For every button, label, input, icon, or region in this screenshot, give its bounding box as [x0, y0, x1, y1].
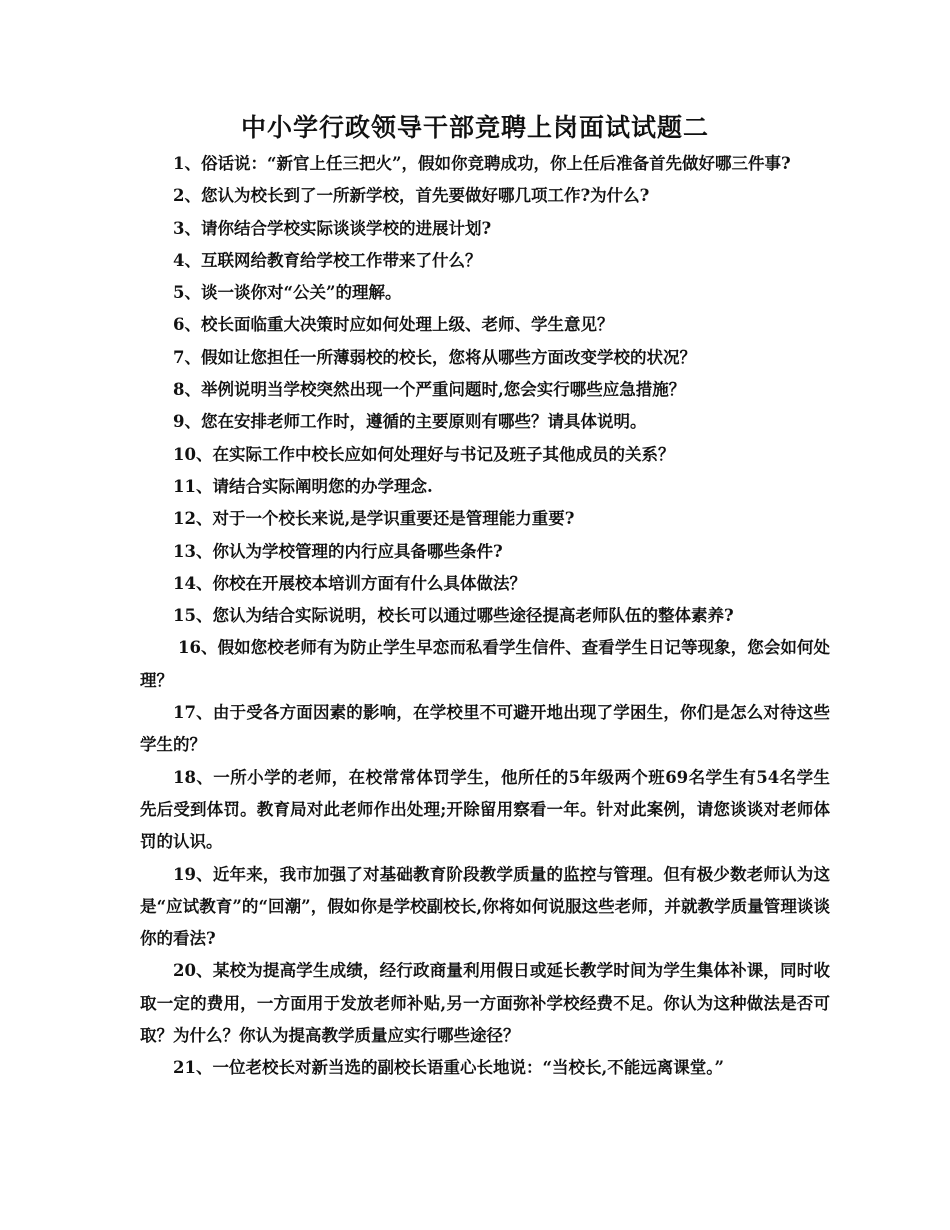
question-20: 20、某校为提高学生成绩，经行政商量利用假日或延长教学时间为学生集体补课，同时收取一定的费用，一方面用于发放老师补贴,另一方面弥补学校经费不足。你认为这种做法是否可取？为什么？你认为提高教学质量应实行哪些途径？ — [140, 961, 830, 1046]
document-title: 中小学行政领导干部竞聘上岗面试试题二 — [240, 113, 709, 142]
question-6: 6、校长面临重大决策时应如何处理上级、老师、学生意见？ — [173, 315, 614, 335]
question-7: 7、假如让您担任一所薄弱校的校长，您将从哪些方面改变学校的状况？ — [173, 347, 696, 367]
question-3: 3、请你结合学校实际谈谈学校的进展计划? — [173, 218, 492, 238]
question-2: 2、您认为校长到了一所新学校，首先要做好哪几项工作?为什么? — [173, 186, 650, 206]
question-12: 12、对于一个校长来说,是学识重要还是管理能力重要? — [173, 509, 575, 529]
question-18: 18、一所小学的老师，在校常常体罚学生，他所任的5年级两个班69名学生有54名学生先后受到体罚。教育局对此老师作出处理;开除留用察看一年。针对此案例，请您谈谈对老师体罚的认识。 — [140, 767, 830, 852]
question-11: 11、请结合实际阐明您的办学理念. — [173, 476, 433, 496]
question-9: 9、您在安排老师工作时，遵循的主要原则有哪些？请具体说明。 — [173, 412, 647, 432]
question-13: 13、你认为学校管理的内行应具备哪些条件? — [173, 541, 503, 561]
question-15: 15、您认为结合实际说明，校长可以通过哪些途径提高老师队伍的整体素养? — [173, 606, 734, 626]
question-4: 4、互联网给教育给学校工作带来了什么？ — [173, 250, 482, 270]
question-1: 1、俗话说：“新官上任三把火”，假如你竞聘成功，你上任后准备首先做好哪三件事? — [173, 154, 791, 173]
question-5: 5、谈一谈你对“公关”的理解。 — [173, 283, 402, 303]
question-10: 10、在实际工作中校长应如何处理好与书记及班子其他成员的关系？ — [173, 444, 675, 464]
question-14: 14、你校在开展校本培训方面有什么具体做法？ — [173, 573, 526, 593]
question-16: 16、假如您校老师有为防止学生早恋而私看学生信件、查看学生日记等现象，您会如何处理？ — [140, 638, 830, 690]
question-21: 21、一位老校长对新当选的副校长语重心长地说：“当校长,不能远离课堂。” — [173, 1058, 724, 1078]
question-8: 8、举例说明当学校突然出现一个严重问题时,您会实行哪些应急措施？ — [173, 380, 686, 400]
question-17: 17、由于受各方面因素的影响，在学校里不可避开地出现了学困生，你们是怎么对待这些学生的？ — [140, 703, 830, 755]
question-list — [140, 148, 830, 1085]
question-19: 19、近年来，我市加强了对基础教育阶段教学质量的监控与管理。但有极少数老师认为这是“应试教育”的“回潮”，假如你是学校副校长,你将如何说服这些老师，并就教学质量管理谈谈你的看法? — [140, 864, 830, 949]
